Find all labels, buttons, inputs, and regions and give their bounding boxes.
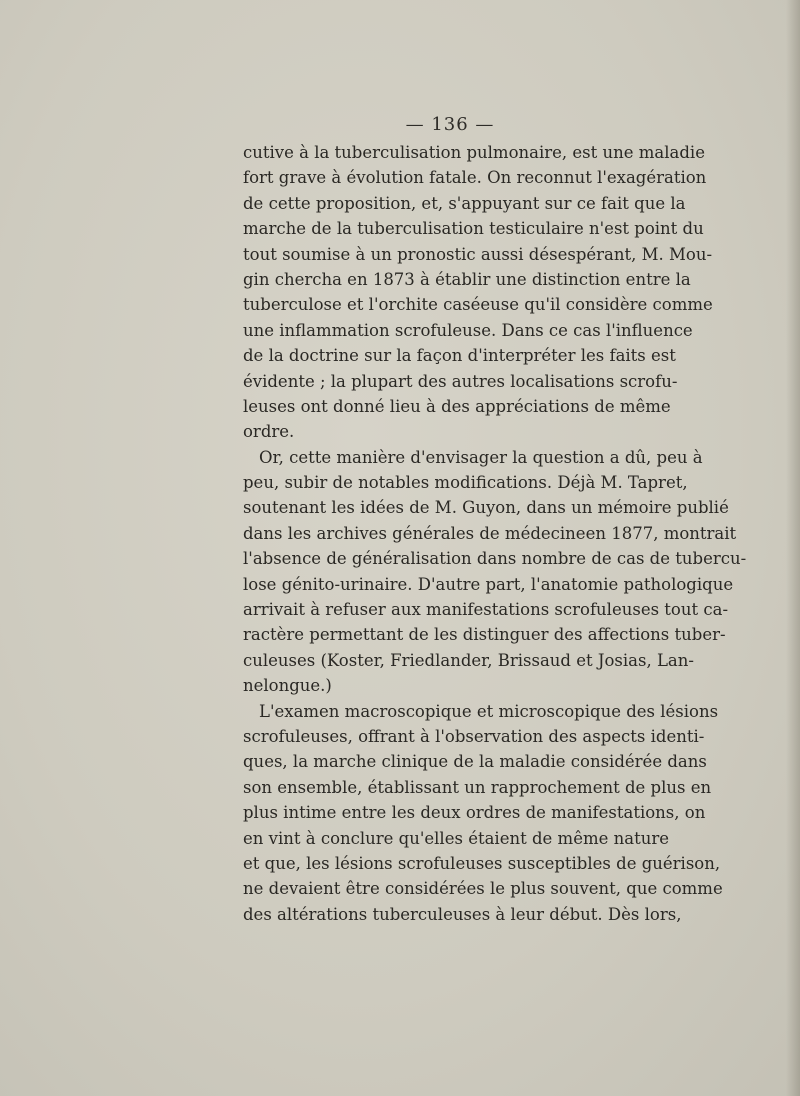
text-line: ques, la marche clinique de la maladie considérée dans — [243, 752, 707, 772]
text-line: soutenant les idées de M. Guyon, dans un mémoire publié — [243, 498, 729, 518]
paragraph-start-line: L'examen macroscopique et microscopique des lésions — [259, 701, 719, 721]
text-line: une inflammation scrofuleuse. Dans ce cas l'influence — [243, 320, 693, 340]
text-line: de cette proposition, et, s'appuyant sur ce fait que la — [243, 193, 686, 213]
text-line: gin chercha en 1873 à établir une distinction entre la — [243, 269, 691, 289]
text-line: et que, les lésions scrofuleuses susceptibles de guérison, — [243, 853, 721, 873]
page-edge-shadow — [786, 0, 800, 1096]
text-line: tuberculose et l'orchite caséeuse qu'il considère comme — [243, 295, 713, 315]
text-line: nelongue.) — [243, 676, 332, 696]
text-line: l'absence de généralisation dans nombre de cas de tubercu- — [243, 549, 747, 569]
text-line: ordre. — [243, 422, 295, 442]
page-number: — 136 — — [405, 114, 495, 135]
paragraph-start-line: Or, cette manière d'envisager la question a dû, peu à — [259, 447, 703, 467]
text-line: dans les archives générales de médecineen 1877, montrait — [243, 523, 737, 543]
text-line: peu, subir de notables modifications. Déjà M. Tapret, — [243, 473, 688, 493]
body-text — [243, 140, 747, 927]
text-line: des altérations tuberculeuses à leur début. Dès lors, — [243, 904, 682, 924]
text-line: en vint à conclure qu'elles étaient de même nature — [243, 828, 669, 848]
text-line: leuses ont donné lieu à des appréciations de même — [243, 396, 671, 416]
text-line: culeuses (Koster, Friedlander, Brissaud et Josias, Lan- — [243, 650, 694, 670]
text-line: arrivait à refuser aux manifestations scrofuleuses tout ca- — [243, 600, 729, 620]
text-line: ractère permettant de les distinguer des affections tuber- — [243, 625, 726, 645]
text-line: fort grave à évolution fatale. On reconnut l'exagération — [243, 168, 707, 188]
text-line: plus intime entre les deux ordres de manifestations, on — [243, 803, 706, 823]
text-line: son ensemble, établissant un rapprochement de plus en — [243, 777, 712, 797]
text-line: cutive à la tuberculisation pulmonaire, est une maladie — [243, 143, 705, 162]
text-line: marche de la tuberculisation testiculaire n'est point du — [243, 219, 704, 239]
text-line: tout soumise à un pronostic aussi désespérant, M. Mou- — [243, 244, 713, 264]
text-line: de la doctrine sur la façon d'interpréter les faits est — [243, 346, 676, 366]
text-line: ne devaient être considérées le plus souvent, que comme — [243, 879, 723, 899]
text-line: lose génito-urinaire. D'autre part, l'anatomie pathologique — [243, 574, 734, 594]
text-line: scrofuleuses, offrant à l'observation des aspects identi- — [243, 726, 705, 746]
text-line: évidente ; la plupart des autres localisations scrofu- — [243, 371, 678, 391]
